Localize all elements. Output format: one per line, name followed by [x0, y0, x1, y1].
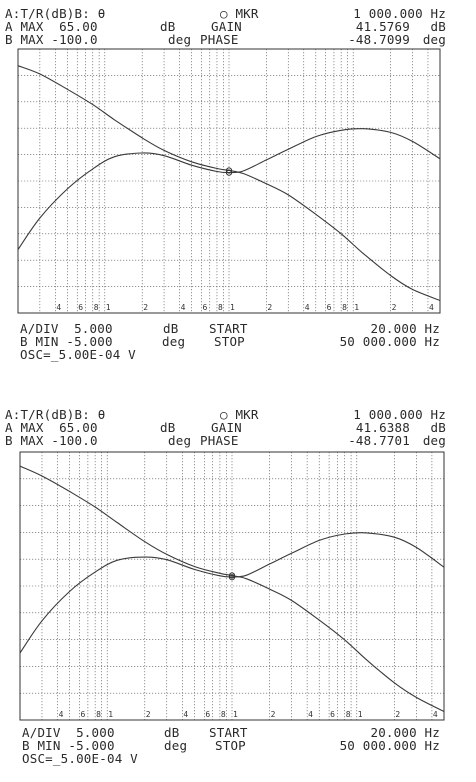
phase-value-unit: deg	[422, 32, 446, 47]
a-max-label: A MAX 65.00	[5, 420, 98, 435]
x-tick-label: 6	[78, 303, 84, 312]
x-tick-label: 1	[354, 303, 360, 312]
x-tick-label: 4	[56, 303, 62, 312]
x-tick-label: 1	[105, 303, 111, 312]
gain-label: GAIN	[211, 19, 242, 34]
x-tick-label: 4	[180, 303, 186, 312]
a-div-unit: dB	[163, 321, 179, 336]
x-tick-label: 1	[357, 710, 363, 719]
a-max-label: A MAX 65.00	[5, 19, 98, 34]
x-tick-label: 8	[345, 710, 351, 719]
stop-frequency: 50 000.000 Hz	[339, 334, 440, 349]
b-max-label: B MAX -100.0	[5, 32, 98, 47]
b-min-unit: deg	[162, 334, 186, 349]
phase-value-unit: deg	[422, 433, 446, 448]
start-frequency: 20.000 Hz	[370, 725, 440, 740]
b-max-unit: deg	[168, 32, 192, 47]
gain-label: GAIN	[211, 420, 242, 435]
x-tick-label: 6	[202, 303, 208, 312]
marker-label: ○ MKR	[220, 407, 259, 422]
stop-label: STOP	[214, 334, 245, 349]
x-tick-label: 1	[108, 710, 114, 719]
marker-frequency: 1 000.000 Hz	[353, 407, 446, 422]
plot-2-area	[20, 452, 444, 720]
plot-1-area	[18, 49, 440, 313]
marker-frequency: 1 000.000 Hz	[353, 6, 446, 21]
osc-level: OSC=_5.00E-04 V	[22, 751, 138, 766]
x-tick-label: 2	[145, 710, 151, 719]
osc-level: OSC=_5.00E-04 V	[20, 347, 136, 362]
b-max-label: B MAX -100.0	[5, 433, 98, 448]
x-tick-label: 2	[143, 303, 149, 312]
a-div-label: A/DIV 5.000	[22, 725, 115, 740]
x-tick-label: 2	[270, 710, 276, 719]
a-div-label: A/DIV 5.000	[20, 321, 113, 336]
a-max-unit: dB	[160, 19, 176, 34]
gain-trace	[20, 533, 444, 653]
x-tick-label: 4	[432, 710, 438, 719]
gain-value: 41.5769	[355, 19, 410, 34]
x-tick-label: 4	[58, 710, 64, 719]
x-tick-label: 6	[80, 710, 86, 719]
a-max-unit: dB	[160, 420, 176, 435]
trace-format-label: A:T/R(dB)B: θ	[5, 6, 106, 21]
x-tick-label: 4	[183, 710, 189, 719]
x-tick-label: 8	[96, 710, 101, 719]
a-div-unit: dB	[164, 725, 180, 740]
x-tick-label: 2	[395, 710, 401, 719]
phase-value: -48.7099	[348, 32, 410, 47]
x-tick-label: 8	[220, 710, 226, 719]
x-tick-label: 6	[205, 710, 211, 719]
trace-format-label: A:T/R(dB)B: θ	[5, 407, 106, 422]
x-tick-label: 2	[267, 303, 273, 312]
x-tick-label: 4	[304, 303, 310, 312]
gain-value-unit: dB	[430, 420, 446, 435]
x-tick-label: 4	[308, 710, 313, 719]
stop-label: STOP	[215, 738, 246, 753]
gain-trace	[18, 129, 440, 250]
x-tick-label: 1	[230, 303, 235, 312]
b-min-unit: deg	[164, 738, 188, 753]
b-max-unit: deg	[168, 433, 192, 448]
x-tick-label: 1	[233, 710, 238, 719]
x-tick-label: 4	[428, 303, 434, 312]
start-label: START	[209, 725, 248, 740]
x-tick-label: 6	[326, 303, 332, 312]
b-min-label: B MIN -5.000	[22, 738, 115, 753]
x-tick-label: 8	[217, 303, 223, 312]
phase-value: -48.7701	[348, 433, 410, 448]
start-label: START	[209, 321, 248, 336]
start-frequency: 20.000 Hz	[370, 321, 440, 336]
x-tick-label: 6	[330, 710, 335, 719]
marker-label: ○ MKR	[220, 6, 259, 21]
gain-value: 41.6388	[355, 420, 410, 435]
b-min-label: B MIN -5.000	[20, 334, 113, 349]
stop-frequency: 50 000.000 Hz	[339, 738, 440, 753]
phase-label: PHASE	[200, 433, 239, 448]
phase-label: PHASE	[200, 32, 239, 47]
gain-value-unit: dB	[430, 19, 446, 34]
x-tick-label: 8	[342, 303, 347, 312]
x-tick-label: 2	[391, 303, 397, 312]
x-tick-label: 8	[93, 303, 99, 312]
